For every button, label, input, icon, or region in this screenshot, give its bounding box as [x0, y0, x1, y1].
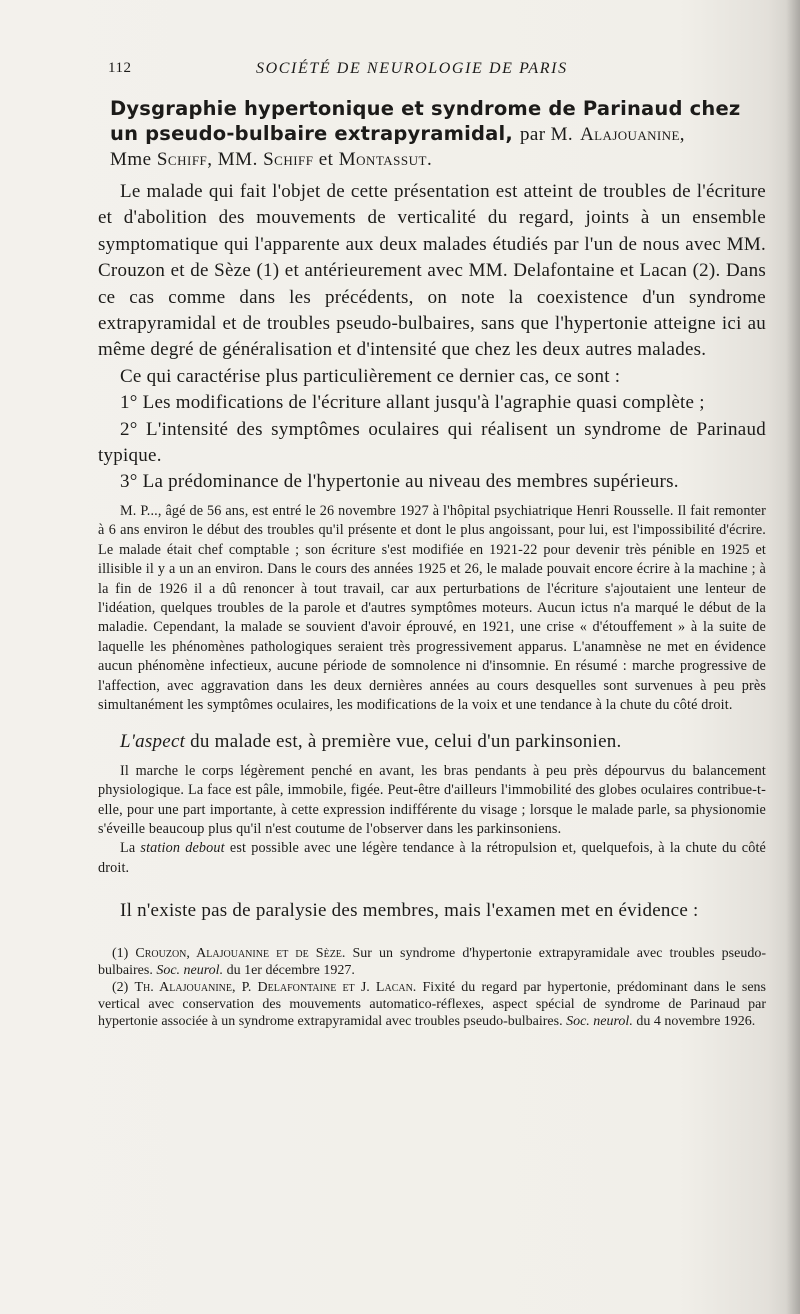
and-word: et	[318, 149, 334, 170]
title-text: Dysgraphie hypertonique et syndrome de Parinaud chez un pseudo-bulbaire extrapyramidal,	[110, 97, 741, 145]
aspect-rest: du malade est, à première vue, celui d'un parkinsonien.	[190, 731, 622, 753]
author-alajouanine: Alajouanine,	[580, 124, 685, 145]
paragraph-intro: Le malade qui fait l'objet de cette présentation est atteint de troubles de l'écriture et d'abolition des mouvements de verticalité du regard, joints à un ensemble symptomatique qui l'apparente aux deux malades étudiés par l'un de nous avec MM. Crouzon et de Sèze (1) et antérieurement avec MM. Delafontaine et Lacan (2). Dans ce cas comme dans les précédents, on note la coexistence d'un syndrome extrapyramidal et de troubles pseudo-bulbaires, sans que l'hypertonie atteigne ici au même degré de généralisation et d'intensité que chez les deux autres malades.	[98, 181, 766, 361]
author-schiff-mme: Schiff,	[156, 149, 213, 170]
paragraph-station	[98, 839, 766, 878]
author-schiff: Schiff	[263, 149, 314, 170]
page-number: 112	[108, 60, 132, 76]
running-title: SOCIÉTÉ DE NEUROLOGIE DE PARIS	[256, 60, 568, 77]
paragraph-aspect	[98, 729, 766, 755]
footnote-2-date: du 4 novembre 1926.	[636, 1013, 756, 1029]
footnote-1-authors: Crouzon, Alajouanine et de Sèze.	[135, 945, 346, 961]
authors-prefix: par M.	[520, 124, 574, 145]
station-prefix: La	[120, 840, 136, 857]
footnote-1-date: du 1er décembre 1927.	[226, 962, 355, 978]
paragraph-gait: Il marche le corps légèrement penché en avant, les bras pendants à peu près dépourvus du balancement physiologique. La face est pâle, immobile, figée. Peut-être d'ailleurs l'immobilité des globes oculaires contribue-t-elle, pour une part importante, à cette expression indifférente du visage ; lorsque le malade parle, sa physionomie s'éveille beaucoup plus qu'il n'est coutume de l'observer dans les parkinsoniens.	[98, 762, 766, 837]
paragraph-no-paralysis: Il n'existe pas de paralysie des membres, mais l'examen met en évidence :	[120, 900, 699, 922]
paragraph-characterizes: Ce qui caractérise plus particulièrement ce dernier cas, ce sont :	[120, 365, 621, 387]
author-montassut: Montassut.	[338, 149, 433, 170]
footnote-1	[98, 945, 766, 979]
list-item-hypertonia: 3° La prédominance de l'hypertonie au niveau des membres supérieurs.	[120, 471, 679, 493]
article-heading	[110, 96, 774, 172]
station-italic: station debout	[140, 840, 225, 857]
station-rest: est possible avec une légère tendance à la rétropulsion et, quelquefois, à la chute du côté droit.	[98, 840, 767, 876]
list-item-writing: 1° Les modifications de l'écriture allant jusqu'à l'agraphie quasi complète ;	[120, 392, 705, 414]
footnotes	[98, 945, 766, 1030]
aspect-italic: L'aspect	[120, 731, 186, 753]
paragraph-case-history: M. P..., âgé de 56 ans, est entré le 26 novembre 1927 à l'hôpital psychiatrique Henri Rousselle. Il fait remonter à 6 ans environ le début des troubles qu'il présente et dont le plus angoissant, pour lui, est l'impossibilité d'écrire. Le malade était chef comptable ; son écriture s'est modifiée en 1921-22 pour devenir très pénible en 1925 et illisible il y a un an environ. Dans le cours des années 1925 et 26, le malade pouvait encore écrire à la machine ; à la fin de 1926 il a dû renoncer à tout travail, car aux perturbations de l'écriture s'ajoutaient une lenteur de l'idéation, quelques troubles de la parole et d'autres symptômes moteurs. Aucun ictus n'a marqué le début de la maladie. Cependant, la malade se souvient d'avoir éprouvé, en 1921, une crise « d'étouffement » à la suite de laquelle les phénomènes pathologiques seraient très progressivement apparus. L'anamnèse ne met en évidence aucun phénomène infectieux, aucune période de somnolence ni d'insomnie. En résumé : marche progressive de l'affection, avec aggravation dans les deux dernières années au cours desquelles sont survenues à peu près simultanément les symptômes oculaires, les modifications de la voix et une tendance à la chute du côté droit.	[98, 502, 766, 713]
footnote-1-text: Sur un syndrome d'hypertonie extrapyramidale avec troubles pseudo-bulbaires.	[98, 945, 766, 978]
authors-line	[110, 147, 774, 172]
footnote-2	[98, 979, 766, 1030]
page-edge-shadow	[786, 0, 800, 1314]
footnote-1-marker: (1)	[112, 945, 129, 961]
article-body	[98, 179, 766, 1030]
mm-label: MM.	[217, 149, 258, 170]
list-item-ocular: 2° L'intensité des symptômes oculaires qui réalisent un syndrome de Parinaud typique.	[98, 418, 766, 467]
footnote-1-journal: Soc. neurol.	[156, 962, 224, 978]
footnote-2-marker: (2)	[112, 979, 129, 995]
article-title	[110, 96, 774, 147]
page-header	[108, 60, 768, 84]
footnote-2-authors: Th. Alajouanine, P. Delafontaine et J. Lacan.	[134, 979, 417, 995]
mme-label: Mme	[110, 149, 152, 170]
footnote-2-journal: Soc. neurol.	[566, 1013, 633, 1029]
footnote-2-text: Fixité du regard par hypertonie, prédominant dans le sens vertical avec conservation des mouvements automatico-réflexes, aspect spécial de syndrome de Parinaud par hypertonie associée à un syndrome extrapyramidal avec troubles pseudo-bulbaires.	[98, 979, 766, 1029]
